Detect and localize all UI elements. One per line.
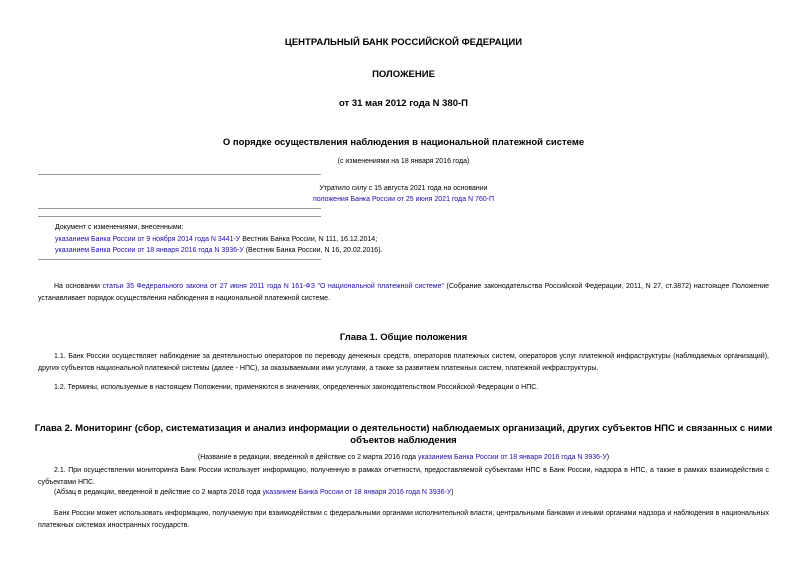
abzac-note-tail: ) — [451, 489, 454, 496]
name-note-link[interactable]: указанием Банка России от 18 января 2016 года N 3936-У — [418, 454, 607, 461]
chapter-2-title-line: Глава 2. Мониторинг (сбор, систематизация и анализ информации о деятельности) наблюдаемых организаций, других субъектов НПС и связанных с ними — [34, 423, 773, 434]
abzac-note-lead: (Абзац в редакции, введенной в действие со 2 марта 2016 года — [54, 489, 263, 496]
chapter-2-name-note — [0, 454, 807, 461]
separator — [38, 174, 321, 175]
amendment-link[interactable]: указанием Банка России от 18 января 2016 года N 3936-У — [55, 247, 244, 254]
amendment-item — [55, 234, 382, 246]
chapter-2-title — [0, 423, 807, 447]
amendment-item — [55, 245, 382, 257]
separator — [38, 208, 321, 209]
document-type: ПОЛОЖЕНИЕ — [372, 69, 435, 80]
chapter-1-title: Глава 1. Общие положения — [339, 332, 468, 343]
paragraph-note — [38, 487, 769, 499]
amendments-intro: Документ с изменениями, внесенными: — [55, 224, 184, 231]
organization-heading: ЦЕНТРАЛЬНЫЙ БАНК РОССИЙСКОЙ ФЕДЕРАЦИИ — [284, 37, 523, 48]
status-link[interactable]: положения Банка России от 25 июня 2021 года N 760-П — [312, 196, 495, 203]
document-date-number: от 31 мая 2012 года N 380-П — [338, 98, 468, 109]
preamble-lead: На основании — [54, 283, 103, 290]
separator — [38, 259, 321, 260]
amendment-source: Вестник Банка России, N 111, 16.12.2014; — [240, 235, 378, 243]
paragraph-1-2: 1.2. Термины, используемые в настоящем Положении, применяются в значениях, определенных законодательством Российской Федерации о НПС. — [54, 384, 539, 391]
amendments-block — [55, 222, 382, 257]
paragraph-2-2: Банк России может использовать информацию, получаемую при взаимодействии с федеральными органами исполнительной власти, центральными банками и иными органами надзора и наблюдения в национальных платежных системах иностранных государств. — [38, 510, 769, 529]
amendment-note: (с изменениями на 18 января 2016 года) — [337, 158, 470, 165]
abzac-note-link[interactable]: указанием Банка России от 18 января 2016 года N 3936-У — [262, 489, 452, 496]
federal-law-link[interactable]: статьи 35 Федерального закона от 27 июня 2011 года N 161-ФЗ "О национальной платежной системе" — [102, 283, 444, 290]
name-note-lead: (Название в редакции, введенной в действие со 2 марта 2016 года — [197, 454, 418, 461]
paragraph-2-1: 2.1. При осуществлении мониторинга Банк России использует информацию, полученную в рамках отчетности, предоставляемой субъектами НПС в Банк России, надзора в НПС, а также в рамках взаимодействия с субъектами НПС. — [38, 467, 769, 486]
status-text: Утратило силу с 15 августа 2021 года на основании — [319, 185, 488, 192]
preamble-tail: (Собрание законодательства Российской Федерации, 2011, N 27, ст.3872) настоящее Положение устанавливает порядок осуществления наблюдения в национальной платежной системе. — [38, 283, 769, 302]
amendment-link[interactable]: указанием Банка России от 9 ноября 2014 года N 3441-У — [55, 235, 241, 243]
document-title: О порядке осуществления наблюдения в национальной платежной системе — [222, 137, 585, 148]
amendment-source: (Вестник Банка России, N 16, 20.02.2016). — [243, 247, 383, 254]
chapter-2-title-line: объектов наблюдения — [350, 435, 457, 446]
preamble-paragraph — [38, 281, 769, 304]
separator — [38, 216, 321, 217]
paragraph-1-1: 1.1. Банк России осуществляет наблюдение за деятельностью операторов по переводу денежных средств, операторов платежных систем, операторов услуг платежной инфраструктуры (наблюдаемых организаций), других субъектов национальной платежной системы (далее - НПС), за оказываемыми ими услугами, а также за развитием платежных систем, платежной инфраструктуры. — [38, 353, 769, 372]
name-note-tail: ) — [606, 454, 610, 461]
